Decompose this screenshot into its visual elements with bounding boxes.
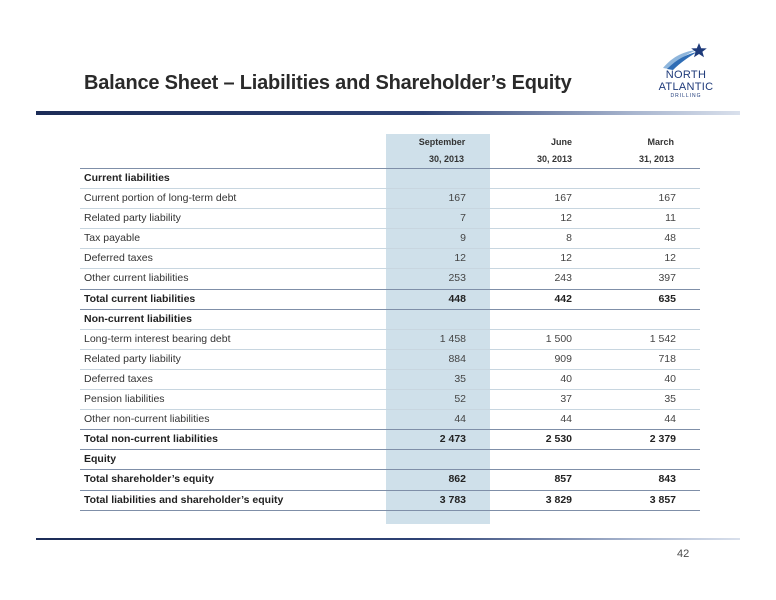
table-row [80,389,700,409]
cell-value: 35 [454,372,466,385]
cell-value: 843 [658,473,676,486]
column-header-jun-2013 [490,134,596,168]
cell-value: 11 [665,212,676,225]
cell-value: 40 [560,372,572,385]
cell-value: 12 [560,252,572,265]
cell-value: 884 [448,352,466,365]
row-label: Other non-current liabilities [84,413,210,426]
row-label: Related party liability [84,352,181,365]
cell-value: 167 [658,192,676,205]
row-label: Long-term interest bearing debt [84,332,231,345]
star-swoosh-icon [651,42,721,72]
row-label: Total non-current liabilities [84,433,218,446]
cell-value: 167 [448,192,466,205]
cell-value: 44 [454,413,466,426]
cell-value: 1 458 [439,332,466,345]
section-header-row [80,309,700,329]
row-label: Total liabilities and shareholder’s equity [84,493,284,506]
table-body [80,168,700,520]
cell-value: 37 [560,393,572,406]
column-header-line2: 30, 2013 [428,154,464,164]
cell-value: 635 [658,292,676,305]
cell-value: 718 [658,352,676,365]
column-header-line2: 31, 2013 [638,154,674,164]
logo-line-3: DRILLING [670,93,702,99]
cell-value: 397 [658,272,676,285]
cell-value: 48 [664,232,676,245]
column-header-mar-2013 [596,134,700,168]
table-end-rule [80,510,700,520]
page-number: 42 [677,548,690,560]
row-label: Total shareholder’s equity [84,473,214,486]
row-label: Other current liabilities [84,272,189,285]
cell-value: 44 [664,413,676,426]
cell-value: 3 783 [439,493,466,506]
table-row [80,268,700,288]
row-label: Tax payable [84,232,141,245]
table-header [80,134,700,168]
table-row [80,409,700,429]
table-row [80,248,700,268]
table-row [80,329,700,349]
cell-value: 12 [454,252,466,265]
footer-rule [36,538,740,540]
total-row [80,469,700,489]
total-row [80,490,700,510]
cell-value: 12 [560,212,572,225]
cell-value: 2 473 [439,433,466,446]
row-label: Deferred taxes [84,252,153,265]
row-label: Deferred taxes [84,372,153,385]
cell-value: 442 [554,292,572,305]
column-header-line1: September [418,137,466,147]
row-label: Non-current liabilities [84,312,192,325]
cell-value: 253 [448,272,466,285]
cell-value: 243 [554,272,572,285]
page-title: Balance Sheet – Liabilities and Shareholder’s Equity [84,72,572,94]
cell-value: 857 [554,473,572,486]
column-header-line2: 30, 2013 [536,154,572,164]
column-header-line1: March [647,137,674,147]
column-header-line1: June [550,137,572,147]
cell-value: 9 [460,232,466,245]
total-row [80,289,700,309]
section-header-row [80,168,700,188]
row-label: Current portion of long-term debt [84,192,237,205]
column-header-sep-2013 [386,134,490,168]
cell-value: 2 379 [649,433,676,446]
cell-value: 909 [554,352,572,365]
cell-value: 862 [448,473,466,486]
table-row [80,349,700,369]
cell-value: 8 [566,232,572,245]
cell-value: 3 829 [545,493,572,506]
cell-value: 7 [460,212,466,225]
header-rule [36,111,740,115]
cell-value: 12 [664,252,676,265]
cell-value: 40 [664,372,676,385]
cell-value: 1 542 [649,332,676,345]
logo-line-2: ATLANTIC [658,81,714,93]
cell-value: 3 857 [649,493,676,506]
row-label: Total current liabilities [84,292,196,305]
row-label: Current liabilities [84,172,170,184]
cell-value: 44 [560,413,572,426]
cell-value: 167 [554,192,572,205]
row-label: Related party liability [84,212,181,225]
cell-value: 35 [664,393,676,406]
table-row [80,369,700,389]
company-logo [651,42,721,108]
table-row [80,228,700,248]
cell-value: 448 [448,292,466,305]
cell-value: 52 [454,393,466,406]
logo-line-1: NORTH [665,69,707,81]
row-label: Equity [84,453,117,466]
row-label: Pension liabilities [84,393,165,406]
cell-value: 1 500 [545,332,572,345]
table-row [80,188,700,208]
total-row [80,429,700,449]
section-header-row [80,449,700,469]
table-row [80,208,700,228]
cell-value: 2 530 [545,433,572,446]
